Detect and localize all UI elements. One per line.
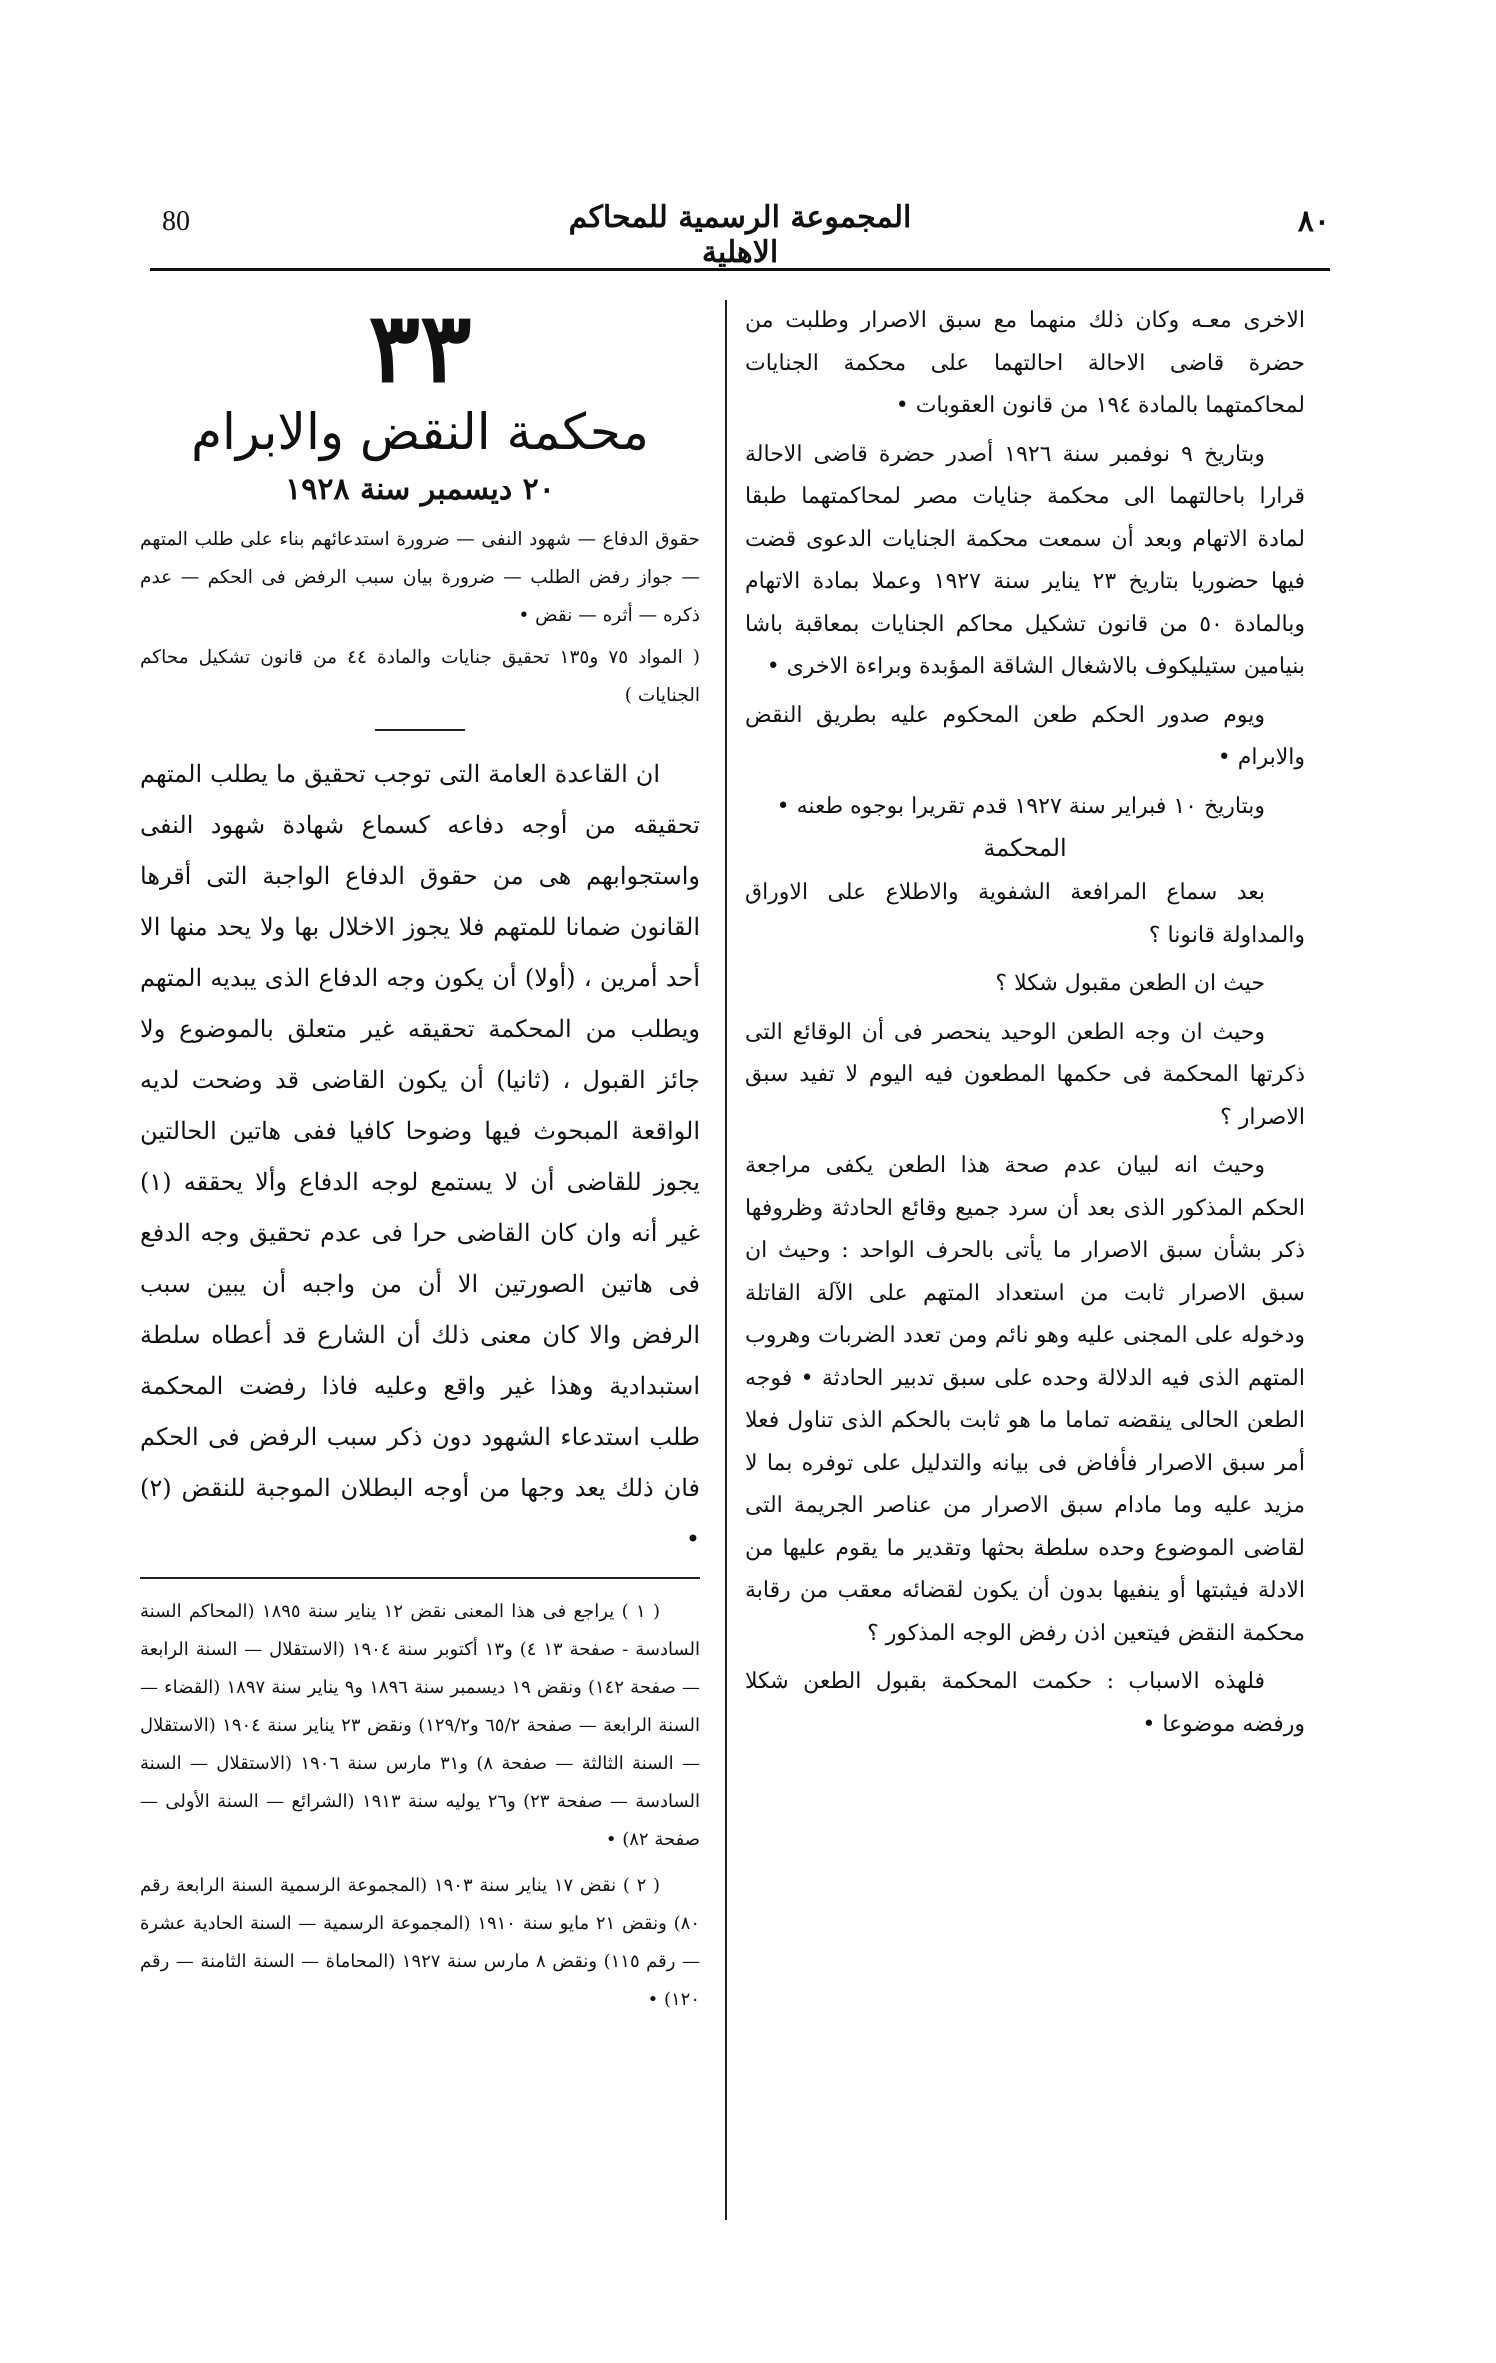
- footnote: ( ١ ) يراجع فى هذا المعنى نقض ١٢ يناير سنة ١٨٩٥ (المحاكم السنة السادسة - صفحة ١٣ ٤) و١٣ أكتوبر سنة ١٩٠٤ (الاستقلال — السنة الرابعة — صفحة ١٤٢) ونقض ١٩ ديسمبر سنة ١٨٩٦ و٩ يناير سنة ١٨٩٧ (القضاء — السنة الرابعة — صفحة ٦٥/٢ و١٢٩/٢) ونقض ٢٣ يناير سنة ١٩٠٤ (الاستقلال — السنة الثالثة — صفحة ٨) و٣١ مارس سنة ١٩٠٦ (الاستقلال — السنة السادسة — صفحة ٢٣) و٢٦ يوليه سنة ١٩١٣ (الشرائع — السنة الأولى — صفحة ٨٢) •: [140, 1601, 701, 1850]
- column-divider: [725, 300, 727, 2220]
- court-name: محكمة النقض والابرام: [191, 403, 649, 461]
- page-number-latin: 80: [162, 206, 190, 237]
- paragraph: فلهذه الاسباب : حكمت المحكمة بقبول الطعن شكلا ورفضه موضوعا •: [745, 1669, 1305, 1737]
- footnote: ( ٢ ) نقض ١٧ يناير سنة ١٩٠٣ (المجموعة الرسمية السنة الرابعة رقم ٨٠) ونقض ٢١ مايو سنة ١٩١٠ (المجموعة الرسمية — السنة الحادية عشرة — رقم ١١٥) ونقض ٨ مارس سنة ١٩٢٧ (المحاماة — السنة الثامنة — رقم ١٢٠) •: [140, 1875, 701, 2010]
- paragraph: وحيث انه لبيان عدم صحة هذا الطعن يكفى مراجعة الحكم المذكور الذى بعد أن سرد جميع وقائع الحادثة وظروفها ذكر بشأن سبق الاصرار ما يأتى بالحرف الواحد : وحيث ان سبق الاصرار ثابت من استعداد المتهم على الآلة القاتلة ودخوله على المجنى عليه وهو نائم ومن تعدد الضربات وهروب المتهم الذى فيه الدلالة وحده على سبق تدبير الحادثة • فوجه الطعن الحالى ينقضه تماما ما هو ثابت بالحكم الذى تناول فعلا أمر سبق الاصرار فأفاض فى بيانه والتدليل على توفره بما لا مزيد عليه وما مادام سبق الاصرار من عناصر الجريمة التى لقاضى الموضوع وحده سلطة بحثها وتقدير ما يقوم عليها من الادلة فيثبتها أو ينفيها بدون أن يكون لقضائه معقب من رقابة محكمة النقض فيتعين اذن رفض الوجه المذكور ؟: [745, 1153, 1305, 1646]
- case-summary: حقوق الدفاع — شهود النفى — ضرورة استدعائهم بناء على طلب المتهم — جواز رفض الطلب — ضرورة بيان سبب الرفض فى الحكم — عدم ذكره — أثره — نقض •: [140, 529, 700, 626]
- paragraph: بعد سماع المرافعة الشفوية والاطلاع على الاوراق والمداولة قانونا ؟: [745, 880, 1305, 948]
- ruling-body: ان القاعدة العامة التى توجب تحقيق ما يطلب المتهم تحقيقه من أوجه دفاعه كسماع شهادة شهود النفى واستجوابهم هى من حقوق الدفاع الواجبة التى أقرها القانون ضمانا للمتهم فلا يجوز الاخلال بها ولا يحد منها الا أحد أمرين ، (أولا) أن يكون وجه الدفاع الذى يبديه المتهم ويطلب من المحكمة تحقيقه غير متعلق بالموضوع ولا جائز القبول ، (ثانيا) أن يكون القاضى قد وضحت لديه الواقعة المبحوث فيها وضوحا كافيا ففى هاتين الحالتين يجوز للقاضى أن لا يستمع لوجه الدفاع وألا يحققه (١) غير أنه وان كان القاضى حرا فى عدم تحقيق وجه الدفع فى هاتين الصورتين الا أن من واجبه أن يبين سبب الرفض والا كان معنى ذلك أن الشارع قد أعطاه سلطة استبدادية وهذا غير واقع وعليه فاذا رفضت المحكمة طلب استدعاء الشهود دون ذكر سبب الرفض فى الحكم فان ذلك يعد وجها من أوجه البطلان الموجبة للنقض (٢) •: [140, 760, 701, 1553]
- paragraph: حيث ان الطعن مقبول شكلا ؟: [995, 971, 1265, 996]
- paragraph: وبتاريخ ٩ نوفمبر سنة ١٩٢٦ أصدر حضرة قاضى الاحالة قرارا باحالتهما الى محكمة جنايات مصر لمحاكمتهما طبقا لمادة الاتهام وبعد أن سمعت محكمة الجنايات الدعوى قضت فيها حضوريا بتاريخ ٢٣ يناير سنة ١٩٢٧ وعملا بمادة الاتهام وبالمادة ٥٠ من قانون تشكيل محاكم الجنايات بمعاقبة باشا بنيامين ستيليكوف بالاشغال الشاقة المؤبدة وبراءة الاخرى •: [745, 441, 1305, 679]
- paragraph: ويوم صدور الحكم طعن المحكوم عليه بطريق النقض والابرام •: [745, 702, 1305, 770]
- case-number: ٣٣: [368, 291, 472, 404]
- running-title: المجموعة الرسمية للمحاكم الاهلية: [568, 200, 912, 270]
- paragraph: الاخرى معـه وكان ذلك منهما مع سبق الاصرار وطلبت من حضرة قاضى الاحالة احالتهما على محكمة الجنايات لمحاكمتهما بالمادة ١٩٤ من قانون العقوبات •: [745, 308, 1305, 418]
- paragraph: وبتاريخ ١٠ فبراير سنة ١٩٢٧ قدم تقريرا بوجوه طعنه •: [776, 793, 1265, 819]
- right-column: [745, 300, 1305, 1752]
- page-number-arabic: ٨٠: [1297, 204, 1330, 239]
- footnote-rule: [140, 1577, 700, 1579]
- left-column: [140, 291, 701, 2027]
- page-header: [150, 200, 1330, 270]
- court-heading: المحكمة: [983, 834, 1067, 862]
- header-rule: [150, 268, 1330, 271]
- case-date: ٢٠ ديسمبر سنة ١٩٢٨: [285, 472, 555, 507]
- case-articles: ( المواد ٧٥ و١٣٥ تحقيق جنايات والمادة ٤٤ من قانون تشكيل محاكم الجنايات ): [140, 647, 700, 706]
- paragraph: وحيث ان وجه الطعن الوحيد ينحصر فى أن الوقائع التى ذكرتها المحكمة فى حكمها المطعون فيه اليوم لا تفيد سبق الاصرار ؟: [745, 1019, 1305, 1130]
- section-rule: [375, 729, 465, 731]
